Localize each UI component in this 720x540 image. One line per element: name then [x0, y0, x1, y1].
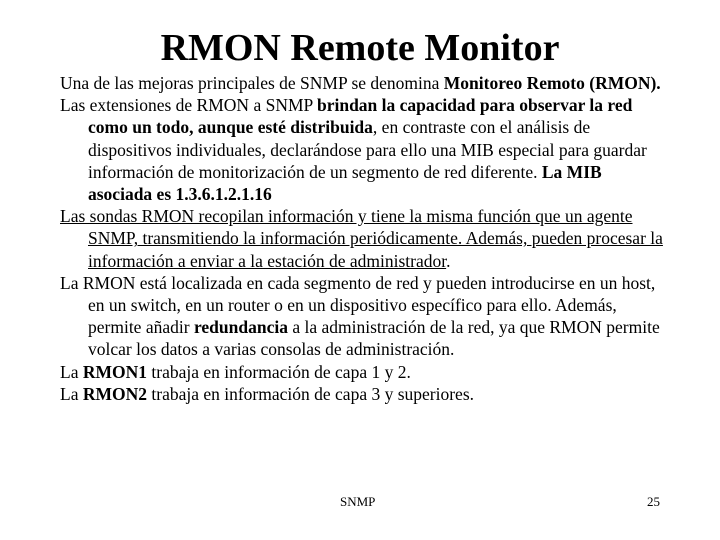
paragraph-text: .	[446, 250, 451, 271]
paragraph-underlined-text: Las sondas RMON recopilan información y tiene la misma función que un agente SNMP, transmitiendo la información periódicamente. Además, pueden procesar la información a enviar a la estación de administrador	[60, 206, 663, 271]
paragraph-rmon-location	[60, 272, 664, 361]
paragraph-bold-text: Monitoreo Remoto (RMON).	[443, 73, 661, 93]
paragraph-text: Una de las mejoras principales de SNMP se denomina	[60, 73, 444, 93]
paragraph-text: , en contraste con el análisis de dispositivos individuales, declarándose para ello una MIB especial para guardar información de monitorización de un segmento de red diferente.	[88, 117, 647, 182]
paragraph-text: La RMON está localizada en cada segmento de red y pueden introducirse en un host, en un switch, en un router o en un dispositivo específico para ello. Además, permite añadir	[60, 272, 656, 338]
paragraph-bold-text: redundancia	[193, 317, 288, 338]
paragraph-text: trabaja en información de capa 3 y superiores.	[147, 383, 475, 404]
paragraph-bold-text: RMON1	[82, 361, 147, 382]
paragraph-text: La	[60, 383, 83, 404]
paragraph-rmon1	[60, 361, 664, 383]
paragraph-rmon2	[60, 383, 664, 405]
paragraph-bold-text: RMON2	[82, 383, 147, 404]
slide-title: RMON Remote Monitor	[160, 27, 560, 69]
mib-oid-text: La MIB asociada es 1.3.6.1.2.1.16	[88, 161, 602, 205]
paragraph-text: a la administración de la red, ya que RMON permite volcar los datos a varias consolas de administración.	[88, 317, 660, 360]
paragraph-rmon-extensions	[60, 94, 664, 205]
paragraph-text: trabaja en información de capa 1 y 2.	[147, 361, 411, 382]
paragraph-rmon-intro	[60, 72, 664, 94]
footer-label: SNMP	[340, 494, 376, 509]
paragraph-text: La	[60, 361, 83, 382]
paragraph-bold-text: brindan la capacidad para observar la red como un todo, aunque esté distribuida	[88, 95, 633, 138]
slide-body	[60, 72, 664, 405]
paragraph-rmon-probes	[60, 205, 664, 272]
page-number: 25	[647, 494, 660, 509]
paragraph-text: Las extensiones de RMON a SNMP	[60, 95, 317, 116]
